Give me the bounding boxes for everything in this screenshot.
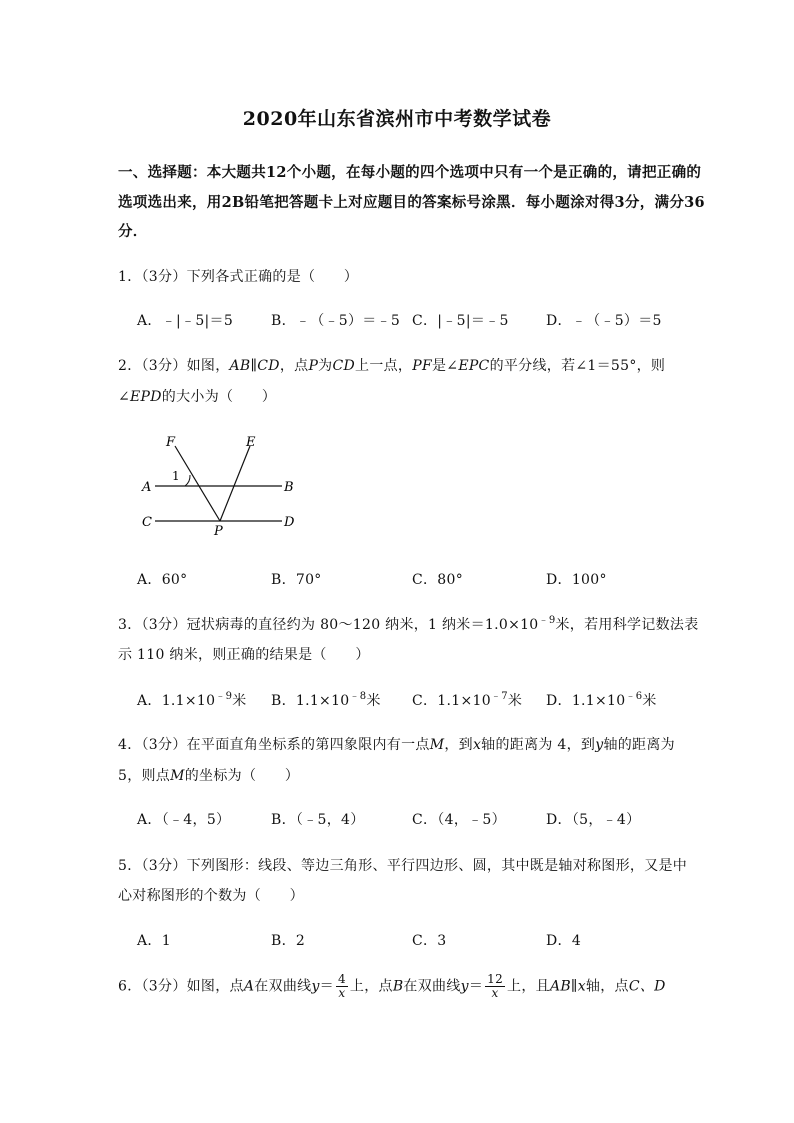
question-4-stem-line2: 5，则点M的坐标为（ ） [118, 768, 300, 784]
question-1-stem: 1．（3分）下列各式正确的是（ ） [118, 269, 359, 285]
label-angle-1: 1 [172, 469, 180, 483]
question-2-option-c: C．80° [412, 572, 464, 588]
question-1-option-a: A．﹣|﹣5|＝5 [137, 313, 234, 329]
question-6-stem-line1: 6．（3分）如图，点A在双曲线y＝ $\frac{4}{x}$ 上，点B在双曲线y＝ $\frac{12}{x}$ 上，且AB∥x轴，点C、D [118, 972, 666, 1000]
label-f: F [166, 435, 176, 450]
question-1-option-c: C．|﹣5|＝﹣5 [412, 313, 509, 329]
question-5-option-c: C．3 [412, 933, 447, 949]
section-heading-line1: 一、选择题：本大题共12个小题，在每小题的四个选项中只有一个是正确的，请把正确的 [118, 164, 702, 181]
label-d: D [284, 515, 295, 530]
question-3-stem-line1: 3．（3分）冠状病毒的直径约为 80～120 纳米，1 纳米$=1.0\times 10^{﹣9}$米，若用科学记数法表 [118, 615, 699, 633]
question-4-option-a: A．（﹣4，5） [137, 812, 231, 828]
ray-pe [220, 446, 250, 521]
question-5-option-a: A．1 [137, 933, 171, 949]
question-3-option-b: B．$1.1\times 10^{﹣8}$米 [271, 691, 381, 709]
question-3-option-a: A．$1.1\times 10^{﹣9}$米 [137, 691, 247, 709]
question-2-stem-line2: ∠EPD的大小为（ ） [118, 389, 277, 405]
question-2-option-a: A．60° [137, 572, 188, 588]
question-1-option-b: B．﹣（﹣5）＝﹣5 [271, 313, 401, 329]
label-p: P [214, 524, 223, 539]
label-a: A [142, 480, 152, 495]
question-4-stem-line1: 4．（3分）在平面直角坐标系的第四象限内有一点M，到x轴的距离为 4，到y轴的距离为 [118, 737, 675, 753]
angle-1-arc [185, 475, 190, 486]
parallel-lines-figure [130, 428, 330, 543]
ray-pf [175, 446, 220, 521]
label-e: E [246, 435, 256, 450]
question-2-option-d: D．100° [546, 572, 607, 588]
question-3-option-c: C．$1.1\times 10^{﹣7}$米 [412, 691, 523, 709]
fraction-4-over-x: $\frac{4}{x}$ [337, 972, 346, 1000]
question-5-stem-line1: 5．（3分）下列图形：线段、等边三角形、平行四边形、圆，其中既是轴对称图形，又是中 [118, 858, 688, 874]
question-2-option-b: B．70° [271, 572, 322, 588]
question-2-stem-line1: 2．（3分）如图，AB∥CD，点P为CD上一点，PF是∠EPC的平分线，若∠1＝55°，则 [118, 358, 666, 374]
question-4-option-b: B．（﹣5，4） [271, 812, 365, 828]
page-title: 2020年山东省滨州市中考数学试卷 [242, 108, 552, 130]
fraction-12-over-x: $\frac{12}{x}$ [487, 972, 504, 1000]
question-5-stem-line2: 心对称图形的个数为（ ） [118, 888, 304, 904]
question-4-option-c: C．（4，﹣5） [412, 812, 506, 828]
question-4-option-d: D．（5，﹣4） [546, 812, 641, 828]
section-heading-line2: 选项选出来，用2B铅笔把答题卡上对应题目的答案标号涂黑．每小题涂对得3分，满分36 [118, 194, 705, 211]
label-b: B [284, 480, 294, 495]
label-c: C [142, 515, 152, 530]
question-5-option-d: D．4 [546, 933, 582, 949]
section-heading-line3: 分． [118, 223, 148, 240]
question-3-stem-line2: 示 110 纳米，则正确的结果是（ ） [118, 647, 370, 663]
question-1-option-d: D．﹣（﹣5）＝5 [546, 313, 662, 329]
question-5-option-b: B．2 [271, 933, 306, 949]
question-3-option-d: D．$1.1\times 10^{﹣6}$米 [546, 691, 657, 709]
